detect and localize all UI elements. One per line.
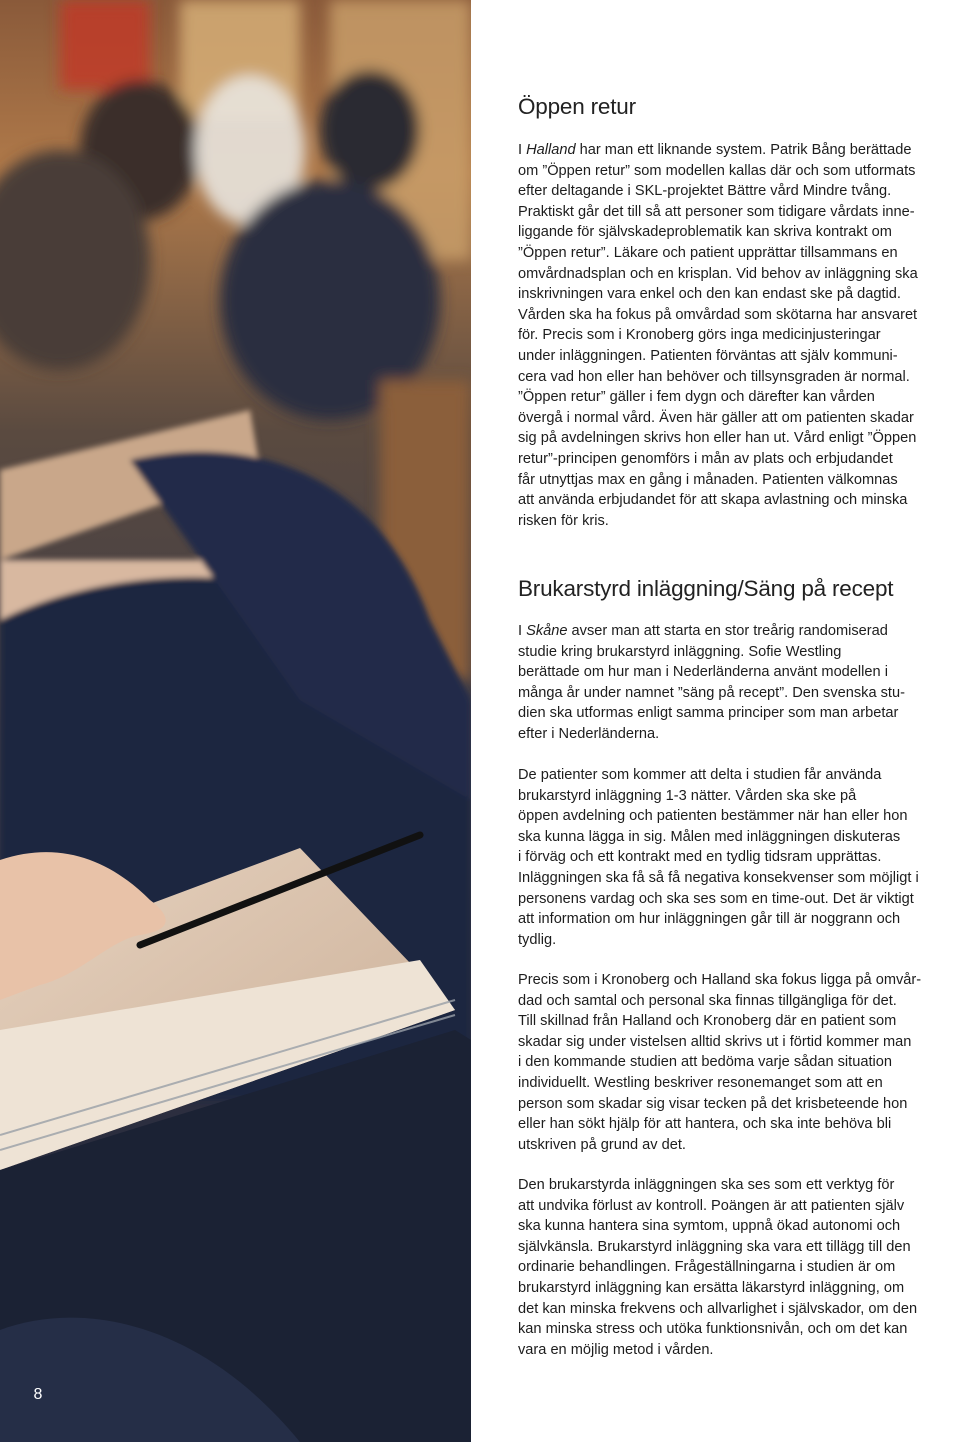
text-line: att information om hur inläggningen går till är noggrann och (518, 911, 901, 928)
text-line: Praktiskt går det till så att personer som tidigare vårdats inne- (518, 203, 915, 220)
text-line: för. Precis som i Kronoberg görs inga medicinjusteringar (518, 327, 881, 344)
paragraph-brukarstyrd-2 (518, 765, 958, 950)
text-line: ska kunna hantera sina symtom, uppnå ökad autonomi och (518, 1218, 901, 1235)
text-line: dad och samtal och personal ska finnas tillgängliga för det. (518, 992, 897, 1009)
text-line: Vården ska ha fokus på omvårdad som skötarna har ansvaret (518, 306, 918, 323)
text-line: det kan minska frekvens och allvarlighet i självskador, om den (518, 1300, 918, 1317)
text-line: vara en möjlig metod i vården. (518, 1341, 714, 1358)
paragraph-brukarstyrd-1 (518, 621, 958, 745)
text-line: berättade om hur man i Nederländerna använt modellen i (518, 664, 888, 681)
text-line: eller han sökt hjälp för att hantera, och ska inte behöva bli (518, 1116, 892, 1133)
text-line: skadar sig under vistelsen alltid skrivs ut i förtid kommer man (518, 1033, 912, 1050)
text-line: ”Öppen retur” gäller i fem dygn och därefter kan vården (518, 389, 875, 406)
paragraph-brukarstyrd-4 (518, 1175, 958, 1360)
text-line: i den kommande studien att bedöma varje sådan situation (518, 1054, 892, 1071)
text-line: studie kring brukarstyrd inläggning. Sofie Westling (518, 643, 842, 660)
text-line: ordinarie behandlingen. Frågeställningarna i studien är om (518, 1259, 896, 1276)
text-line: efter i Nederländerna. (518, 725, 660, 742)
text-line: övergå i normal vård. Även här gäller att om patienten skadar (518, 409, 914, 426)
seminar-photo-illustration (0, 0, 471, 1442)
text-line: liggande för självskadeproblematik kan skriva kontrakt om (518, 224, 892, 241)
text-line: får utnyttjas max en gång i månaden. Patienten välkomnas (518, 471, 898, 488)
text-line: självkänsla. Brukarstyrd inläggning ska vara ett tillägg till den (518, 1238, 911, 1255)
text-line: Inläggningen ska få så få negativa konsekvenser som möjligt i (518, 869, 919, 886)
text-line: risken för kris. (518, 512, 609, 529)
text-line: individuellt. Westling beskriver resonemanget som att en (518, 1074, 883, 1091)
text-line: inskrivningen vara enkel och den kan endast ske på dagtid. (518, 286, 901, 303)
text-line: sig på avdelningen skrivs hon eller han ut. Vård enligt ”Öppen (518, 430, 917, 447)
text-line: person som skadar sig visar tecken på det krisbeteende hon (518, 1095, 908, 1112)
paragraph-oppen-retur-1 (518, 140, 958, 531)
text-line: om ”Öppen retur” som modellen kallas där och som utformats (518, 162, 916, 179)
text-line: retur”-principen genomförs i mån av plats och erbjudandet (518, 450, 893, 467)
text-line: I Halland har man ett liknande system. Patrik Bång berättade (518, 142, 912, 158)
text-line: utskriven på grund av det. (518, 1136, 686, 1153)
text-line: i förväg och ett kontrakt med en tydlig tidsram upprättas. (518, 849, 882, 866)
text-line: under inläggningen. Patienten förväntas att själv kommuni- (518, 347, 898, 364)
text-line: brukarstyrd inläggning kan ersätta läkarstyrd inläggning, om (518, 1279, 905, 1296)
page-number: 8 (33, 1386, 43, 1403)
text-line: öppen avdelning och patienten bestämmer när han eller hon (518, 808, 908, 825)
text-line: omvårdnadsplan och en krisplan. Vid behov av inläggning ska (518, 265, 918, 282)
text-line: I Skåne avser man att starta en stor treårig randomiserad (518, 623, 888, 639)
text-line: ska kunna lägga in sig. Målen med inläggningen diskuteras (518, 828, 901, 845)
text-line: kan minska stress och utöka funktionsnivån, och om det kan (518, 1321, 908, 1338)
heading-oppen-retur: Öppen retur (518, 94, 636, 119)
heading-brukarstyrd-inlaggning: Brukarstyrd inläggning/Säng på recept (518, 576, 894, 601)
text-line: många år under namnet ”säng på recept”. Den svenska stu- (518, 684, 905, 701)
text-line: dien ska utformas enligt samma principer som man arbetar (518, 705, 899, 722)
text-line: tydlig. (518, 931, 557, 948)
text-line: att använda erbjudandet för att skapa avlastning och minska (518, 492, 908, 509)
text-line: De patienter som kommer att delta i studien får använda (518, 767, 882, 783)
text-line: personens vardag och ska ses som en time-out. Det är viktigt (518, 890, 914, 907)
text-line: Den brukarstyrda inläggningen ska ses som ett verktyg för (518, 1177, 895, 1193)
text-line: efter deltagande i SKL-projektet Bättre vård Mindre tvång. (518, 183, 892, 200)
text-line: cera vad hon eller han behöver och tillsynsgraden är normal. (518, 368, 910, 385)
text-line: brukarstyrd inläggning 1-3 nätter. Vården ska ske på (518, 787, 857, 804)
text-line: ”Öppen retur”. Läkare och patient upprättar tillsammans en (518, 244, 898, 261)
paragraph-brukarstyrd-3 (518, 970, 958, 1155)
text-line: Till skillnad från Halland och Kronoberg där en patient som (518, 1013, 897, 1030)
text-line: att undvika förlust av kontroll. Poängen är att patienten själv (518, 1197, 905, 1214)
seminar-photo (0, 0, 471, 1442)
text-line: Precis som i Kronoberg och Halland ska fokus ligga på omvår- (518, 972, 922, 988)
